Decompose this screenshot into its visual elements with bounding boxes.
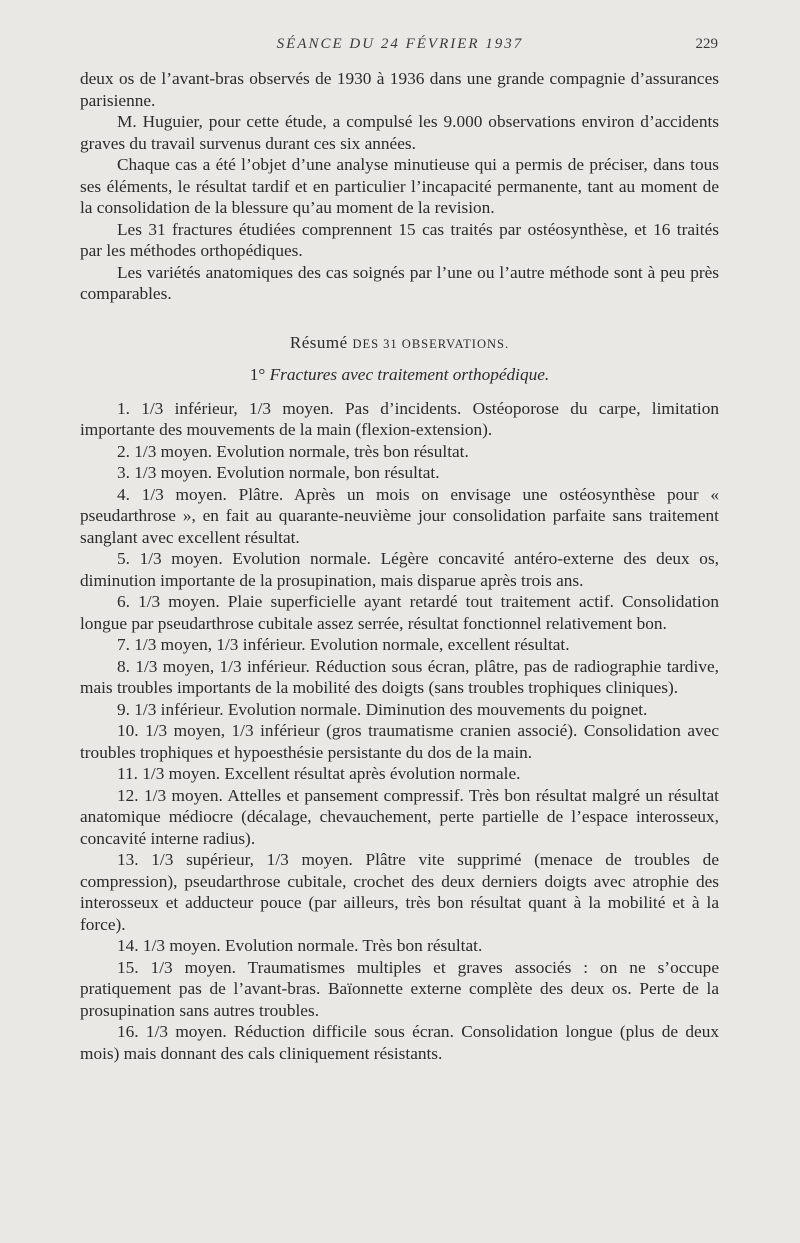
section-title xyxy=(80,332,719,356)
observation-item: 3. 1/3 moyen. Evolution normale, bon résultat. xyxy=(117,463,440,482)
observation-item: 10. 1/3 moyen, 1/3 inférieur (gros traumatisme cranien associé). Consolidation avec troubles trophiques et hypoesthésie persistante du dos de la main. xyxy=(80,721,719,762)
observation-item: 12. 1/3 moyen. Attelles et pansement compressif. Très bon résultat malgré un résultat anatomique médiocre (décalage, chevauchement, perte partielle de l’espace interosseux, concavité interne radius). xyxy=(80,785,719,848)
observation-item: 11. 1/3 moyen. Excellent résultat après évolution normale. xyxy=(117,764,521,783)
observation-item: 4. 1/3 moyen. Plâtre. Après un mois on envisage une ostéosynthèse pour « pseudarthrose », en fait au quarante-neuvième jour consolidation parfaite sans traitement sanglant avec excellent résultat. xyxy=(80,484,719,547)
body-text xyxy=(80,68,719,1064)
running-title: SÉANCE DU 24 FÉVRIER 1937 xyxy=(276,36,524,52)
observation-item: 7. 1/3 moyen, 1/3 inférieur. Evolution normale, excellent résultat. xyxy=(117,635,570,654)
observation-item: 15. 1/3 moyen. Traumatismes multiples et graves associés : on ne s’occupe pratiquement pas de l’avant-bras. Baïonnette externe complète des deux os. Perte de la prosupination sans autres troubles. xyxy=(80,957,719,1020)
section-title-rest: DES 31 OBSERVATIONS. xyxy=(352,336,510,351)
observation-item: 14. 1/3 moyen. Evolution normale. Très bon résultat. xyxy=(117,936,483,955)
observation-item: 16. 1/3 moyen. Réduction difficile sous écran. Consolidation longue (plus de deux mois) mais donnant des cals cliniquement résistants. xyxy=(80,1022,719,1063)
observations-list xyxy=(80,398,719,1065)
observation-item: 2. 1/3 moyen. Evolution normale, très bon résultat. xyxy=(117,441,469,461)
intro-paragraph-4: Les 31 fractures étudiées comprennent 15 cas traités par ostéosynthèse, et 16 traités par les méthodes orthopédiques. xyxy=(80,219,719,260)
intro-paragraph-1: deux os de l’avant-bras observés de 1930 à 1936 dans une grande compagnie d’assurances parisienne. xyxy=(80,69,719,110)
observation-item: 13. 1/3 supérieur, 1/3 moyen. Plâtre vite supprimé (menace de troubles de compression), pseudarthrose cubitale, crochet des deux derniers doigts avec atrophie des interosseux et adducteur pouce (par ailleurs, très bon résultat quant à la mobilité et à la force). xyxy=(80,850,719,934)
observation-item: 6. 1/3 moyen. Plaie superficielle ayant retardé tout traitement actif. Consolidation longue par pseudarthrose cubitale assez serrée, résultat fonctionnel relativement bon. xyxy=(80,592,719,633)
subsection-title xyxy=(80,364,719,386)
intro-paragraph-3: Chaque cas a été l’objet d’une analyse minutieuse qui a permis de préciser, dans tous ses éléments, le résultat tardif et en particulier l’incapacité permanente, tant au moment de la consolidation de la blessure qu’au moment de la revision. xyxy=(80,155,719,217)
intro-paragraph-2: M. Huguier, pour cette étude, a compulsé les 9.000 observations environ d’accidents graves du travail survenus durant ces six années. xyxy=(80,112,719,153)
subsection-text: Fractures avec traitement orthopédique. xyxy=(269,365,550,384)
intro-paragraph-5: Les variétés anatomiques des cas soignés par l’une ou l’autre méthode sont à peu près comparables. xyxy=(80,262,719,303)
observation-item: 8. 1/3 moyen, 1/3 inférieur. Réduction sous écran, plâtre, pas de radiographie tardive, mais troubles importants de la mobilité des doigts (sans troubles trophiques cliniques). xyxy=(80,656,719,697)
observation-item: 1. 1/3 inférieur, 1/3 moyen. Pas d’incidents. Ostéoporose du carpe, limitation importante des mouvements de la main (flexion-extension). xyxy=(80,398,719,439)
observation-item: 9. 1/3 inférieur. Evolution normale. Diminution des mouvements du poignet. xyxy=(117,699,648,719)
page-header xyxy=(0,30,800,60)
observation-item: 5. 1/3 moyen. Evolution normale. Légère concavité antéro-externe des deux os, diminution importante de la prosupination, mais disparue après trois ans. xyxy=(80,549,719,590)
subsection-number: 1° xyxy=(249,365,266,384)
section-title-word: Résumé xyxy=(289,332,348,352)
page-number: 229 xyxy=(695,36,718,52)
